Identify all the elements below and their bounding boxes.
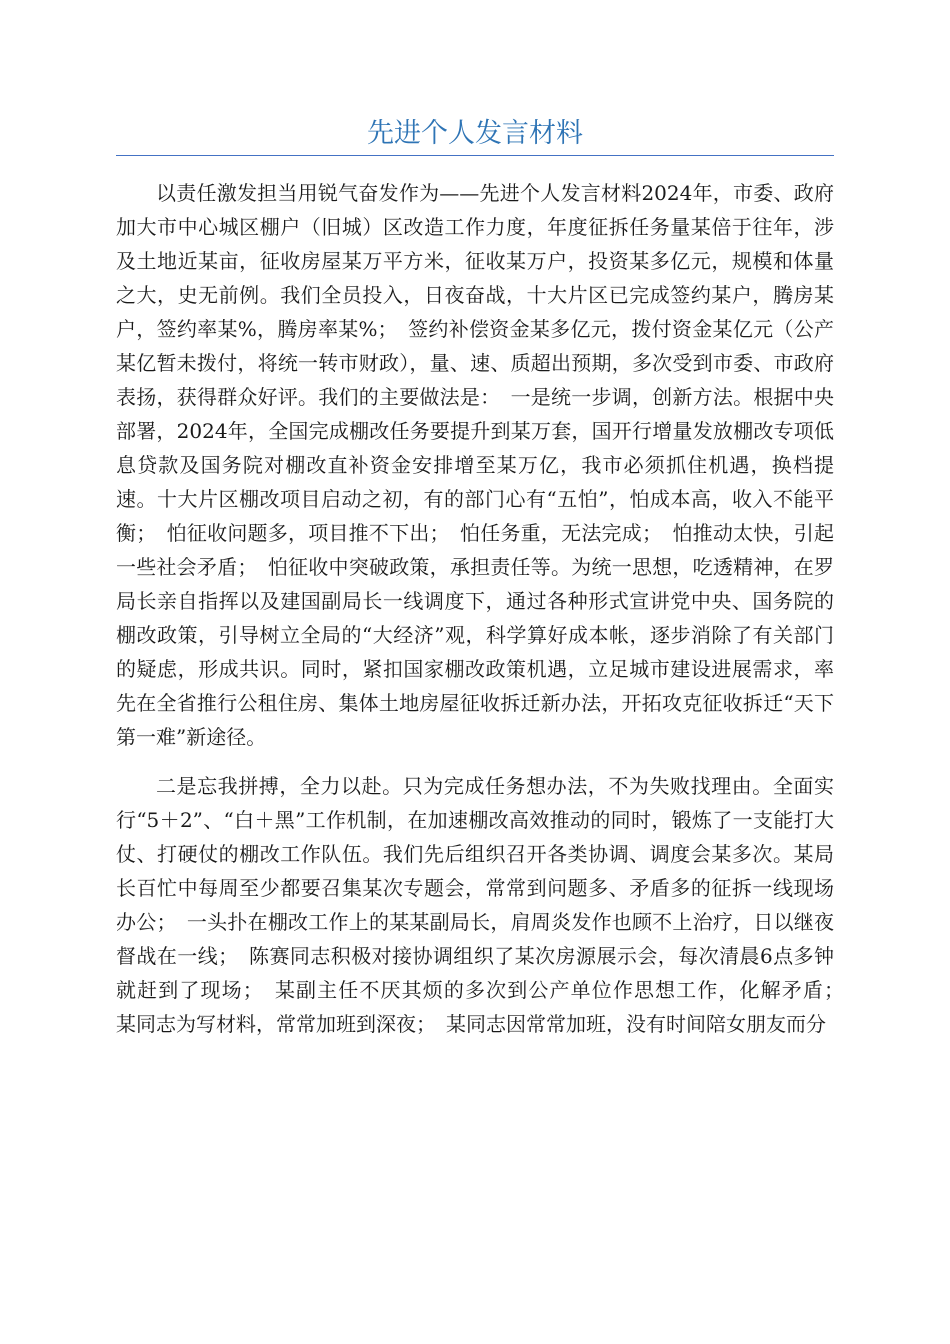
document-title: 先进个人发言材料 xyxy=(367,118,583,149)
document-body xyxy=(116,176,854,1041)
title-underline xyxy=(116,155,834,156)
body-paragraph-1: 以责任激发担当用锐气奋发作为——先进个人发言材料2024年，市委、政府加大市中心城区棚户（旧城）区改造工作力度，年度征拆任务量某倍于往年，涉及土地近某亩，征收房屋某万平方米，征收某万户，投资某多亿元，规模和体量之大，史无前例。我们全员投入，日夜奋战，十大片区已完成签约某户，腾房某户，签约率某%，腾房率某%； 签约补偿资金某多亿元，拨付资金某亿元（公产某亿暂未拨付，将统一转市财政），量、速、质超出预期，多次受到市委、市政府表扬，获得群众好评。我们的主要做法是： 一是统一步调，创新方法。根据中央部署，2024年，全国完成棚改任务要提升到某万套，国开行增量发放棚改专项低息贷款及国务院对棚改直补资金安排增至某万亿，我市必须抓住机遇，换档提速。十大片区棚改项目启动之初，有的部门心有“五怕”，怕成本高，收入不能平衡； 怕征收问题多，项目推不下出； 怕任务重，无法完成； 怕推动太快，引起一些社会矛盾； 怕征收中突破政策，承担责任等。为统一思想，吃透精神，在罗局长亲自指挥以及建国副局长一线调度下，通过各种形式宣讲党中央、国务院的棚改政策，引导树立全局的“大经济”观，科学算好成本帐，逐步消除了有关部门的疑虑，形成共识。同时，紧扣国家棚改政策机遇，立足城市建设进展需求，率先在全省推行公租住房、集体土地房屋征收拆迁新办法，开拓攻克征收拆迁“天下第一难”新途径。 xyxy=(116,181,834,749)
body-paragraph-2: 二是忘我拼搏，全力以赴。只为完成任务想办法，不为失败找理由。全面实行“5＋2”、“白＋黑”工作机制，在加速棚改高效推动的同时，锻炼了一支能打大仗、打硬仗的棚改工作队伍。我们先后组织召开各类协调、调度会某多次。某局长百忙中每周至少都要召集某次专题会，常常到问题多、矛盾多的征拆一线现场办公； 一头扑在棚改工作上的某某副局长，肩周炎发作也顾不上治疗，日以继夜督战在一线； 陈赛同志积极对接协调组织了某次房源展示会，每次清晨6点多钟就赶到了现场； 某副主任不厌其烦的多次到公产单位作思想工作，化解矛盾； 某同志为写材料，常常加班到深夜； 某同志因常常加班，没有时间陪女朋友而分 xyxy=(116,774,854,1036)
